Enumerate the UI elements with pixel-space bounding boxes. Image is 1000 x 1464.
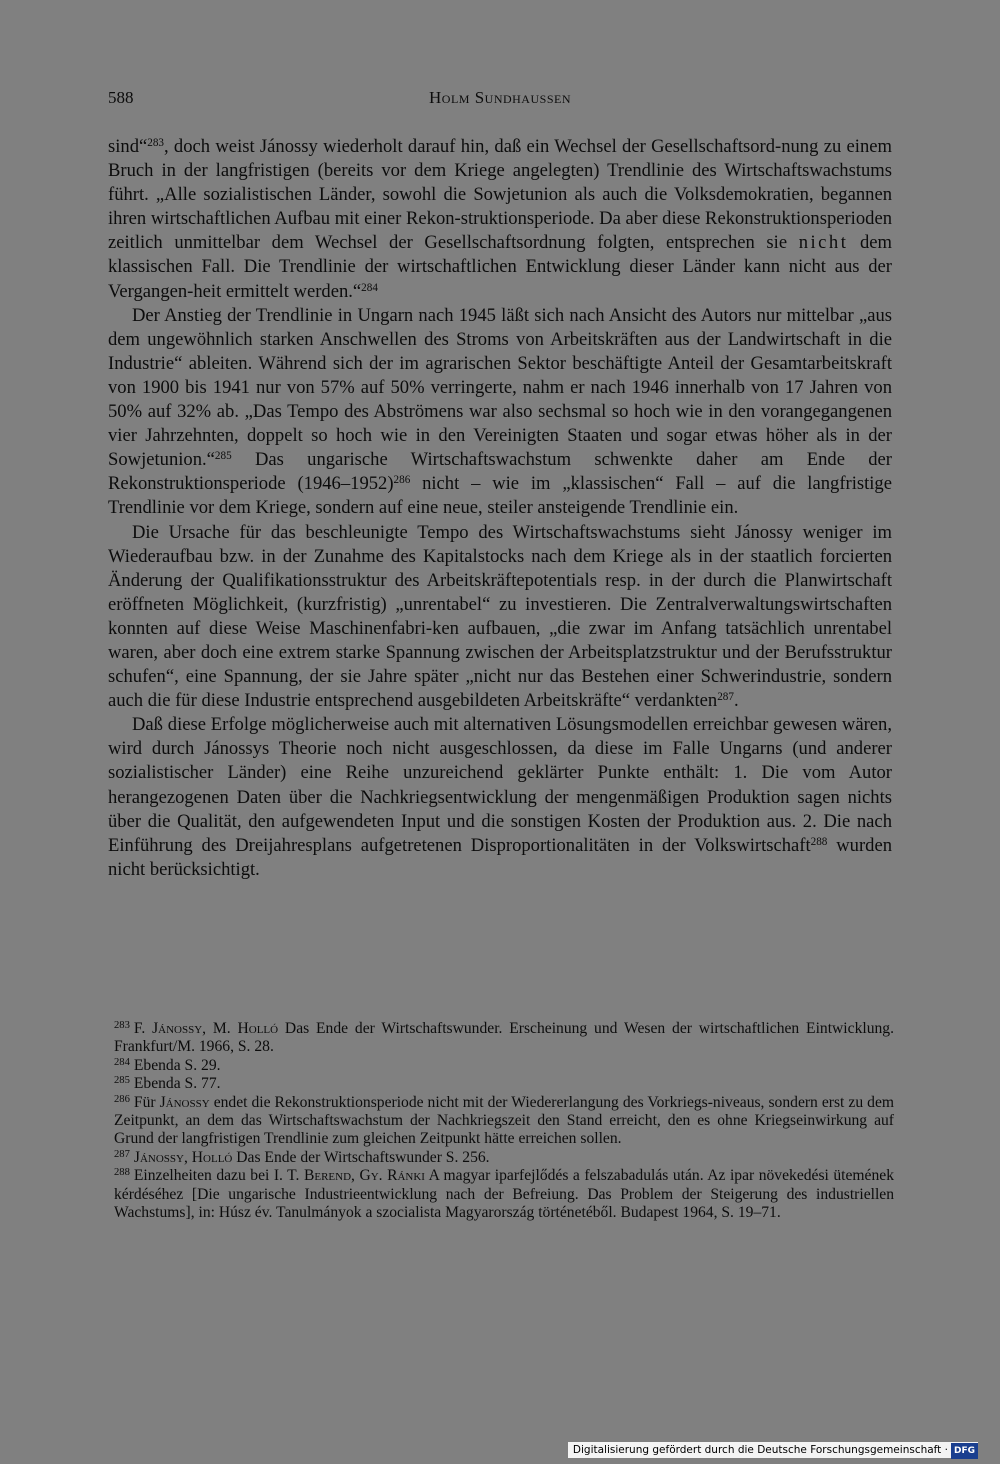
footnote: [114, 1167, 894, 1222]
footnote-ref: 285: [214, 450, 232, 463]
author-name: Jánossy: [159, 1093, 210, 1111]
dfg-logo: DFG: [951, 1443, 978, 1459]
text-run: Das Ende der Wirtschaftswunder. Erscheinung und Wesen der wirtschaftlichen Eintwicklung. Frankfurt/M. 1966, S. 28.: [114, 1020, 894, 1056]
paragraph: [108, 713, 892, 882]
text-run: F.: [133, 1020, 153, 1037]
text-run: Die Ursache für das beschleunigte Tempo des Wirtschaftswachstums sieht Jánossy weniger im Wiederaufbau bzw. in der Zunahme des Kapitalstocks nach dem Kriege als in der staatlich forcierten Änderung der Qualifikationsstruktur des Arbeitskräftepotentials resp. in der durch die Planwirtschaft eröffneten Möglichkeit, (kurzfristig) „unrentabel“ zu investieren. Die Zentralverwaltungswirtschaften konnten auf diese Weise Maschinenfabri-ken aufbauen, „die zwar im Anfang tatsächlich unrentabel waren, aber doch eine extrem starke Spannung zwischen der Arbeitsplatzstruktur und der Berufsstruktur schufen“, eine Spannung, der sie Jahre später „nicht nur das Bestehen einer Schwerindustrie, sondern auch die für diese Industrie entsprechend ausgebildeten Arbeitskräfte“ verdankten: [108, 521, 892, 712]
author-name: Holló: [237, 1020, 279, 1037]
text-run: endet die Rekonstruktionsperiode nicht mit der Wiedererlangung des Vorkriegs-niveaus, sondern erst zu dem Zeitpunkt, an dem das Wirtschaftswachstum der Nachkriegszeit den Stand erreicht, den es ohne Kriegseinwirkung auf Grund der langfristigen Trendlinie zum gleichen Zeitpunkt hätte erreichen sollen.: [114, 1093, 894, 1148]
text-run: .: [733, 690, 739, 712]
credit-text: Digitalisierung gefördert durch die Deutsche Forschungsgemeinschaft ·: [572, 1444, 948, 1456]
text-run: wurden nicht berücksichtigt.: [108, 834, 892, 880]
running-header: [108, 88, 892, 112]
text-run: ,: [351, 1167, 360, 1185]
text-run: Für: [133, 1093, 160, 1111]
text-run: Daß diese Erfolge möglicherweise auch mit alternativen Lösungsmodellen erreichbar gewesen wären, wird durch Jánossys Theorie noch nicht ausgeschlossen, da diese im Falle Ungarns (und anderer sozialistischer Länder) eine Reihe unzureichend geklärter Punkte enthält: 1. Die vom Autor herangezogenen Daten über die Nachkriegsentwicklung der mengenmäßigen Produktion sagen nichts über die Qualität, den aufgewendeten Input und die sonstigen Kosten der Produktion aus. 2. Die nach Einführung des Dreijahresplans aufgetretenen Disproportionalitäten in der Volkswirtschaft: [108, 714, 892, 856]
author-name: Gy. Ránki: [359, 1167, 425, 1185]
text-run: , M.: [202, 1020, 238, 1037]
footnote-number: 284: [114, 1057, 130, 1069]
text-run: Ebenda S. 29.: [133, 1056, 221, 1074]
text-run: Das Ende der Wirtschaftswunder S. 256.: [232, 1148, 490, 1166]
author-name: Berend: [303, 1167, 352, 1185]
text-run: sind“: [108, 136, 148, 157]
text-run: Ebenda S. 77.: [133, 1075, 221, 1093]
text-run: Der Anstieg der Trendlinie in Ungarn nach 1945 läßt sich nach Ansicht des Autors nur mittelbar „aus dem ungewöhnlich starken Anschwellen des Stroms von Arbeitskräften aus der Landwirtschaft in die Industrie“ ableiten. Während sich der im agrarischen Sektor beschäftigte Anteil der Gesamtarbeitskraft von 1900 bis 1941 nur von 57% auf 50% verringerte, nahm er nach 1946 innerhalb von 17 Jahren von 50% auf 32% ab. „Das Tempo des Abströmens war also sechsmal so hoch wie in den vorangegangenen vier Jahrzehnten, doppelt so hoch wie in den Vereinigten Staaten und sogar etwas höher als in der Sowjetunion.“: [108, 304, 892, 471]
footnote-ref: 283: [147, 136, 164, 149]
footnote-number: 288: [114, 1167, 130, 1179]
text-run: nicht – wie im „klassischen“ Fall – auf die langfristige Trendlinie vor dem Kriege, sondern auf eine neue, steiler ansteigende Trendlinie ein.: [108, 473, 892, 519]
paragraph: [108, 521, 892, 714]
text-run: A magyar iparfejlődés a felszabadulás után. Az ipar növekedési ütemének kérdéséhez [Die ungarische Industrieentwicklung nach der Befreiung. Das Problem der Steigerung des industriellen Wachstums], in: Húsz év. Tanulmányok a szocialista Magyarország történetéből. Budapest 1964, S. 19–71.: [114, 1167, 894, 1222]
footnote: [114, 1057, 894, 1075]
paragraph: [108, 135, 892, 304]
author-name: Jánossy: [133, 1148, 184, 1166]
text-run: Das ungarische Wirtschaftswachstum schwenkte daher am Ende der Rekonstruktionsperiode (1946–1952): [108, 449, 892, 495]
text-run: Einzelheiten dazu bei I. T.: [133, 1167, 304, 1185]
footnote: [114, 1149, 894, 1167]
footnote-number: 286: [114, 1093, 130, 1105]
author-name: Jánossy: [152, 1020, 203, 1037]
main-text: [108, 135, 892, 882]
text-run: dem klassischen Fall. Die Trendlinie der wirtschaftlichen Entwicklung dieser Länder kann nicht aus der Vergangen-heit ermittelt werden.“: [108, 232, 892, 302]
footnote-number: 285: [114, 1075, 130, 1087]
footnote-ref: 287: [717, 691, 734, 704]
text-run: , doch weist Jánossy wiederholt darauf hin, daß ein Wechsel der Gesellschaftsord-nung zu einem Bruch in der langfristigen (bereits vor dem Kriege angelegten) Trendlinie des Wirtschaftswachstums führt. „Alle sozialistischen Länder, sowohl die Sowjetunion als auch die Volksdemokratien, begannen ihren wirtschaftlichen Aufbau mit einer Rekon-struktionsperiode. Da aber diese Rekonstruktionsperioden zeitlich unmittelbar dem Wechsel der Gesellschaftsordnung folgten, entsprechen sie: [108, 136, 892, 254]
running-title: Holm Sundhaussen: [429, 88, 571, 107]
spaced-emphasis: nicht: [798, 232, 849, 254]
footnote-ref: 288: [810, 835, 828, 848]
footnote-number: 283: [114, 1020, 130, 1032]
paragraph: [108, 304, 892, 521]
digitization-credit: [568, 1442, 978, 1458]
footnote-number: 287: [114, 1149, 130, 1161]
text-run: ,: [183, 1148, 192, 1166]
footnote-ref: 284: [361, 281, 378, 294]
footnote: [114, 1094, 894, 1149]
footnote-ref: 286: [393, 474, 411, 487]
footnotes: [114, 1020, 894, 1222]
page-number: 588: [108, 88, 134, 107]
footnote: [114, 1075, 894, 1093]
footnote: [114, 1020, 894, 1057]
author-name: Holló: [191, 1148, 233, 1166]
